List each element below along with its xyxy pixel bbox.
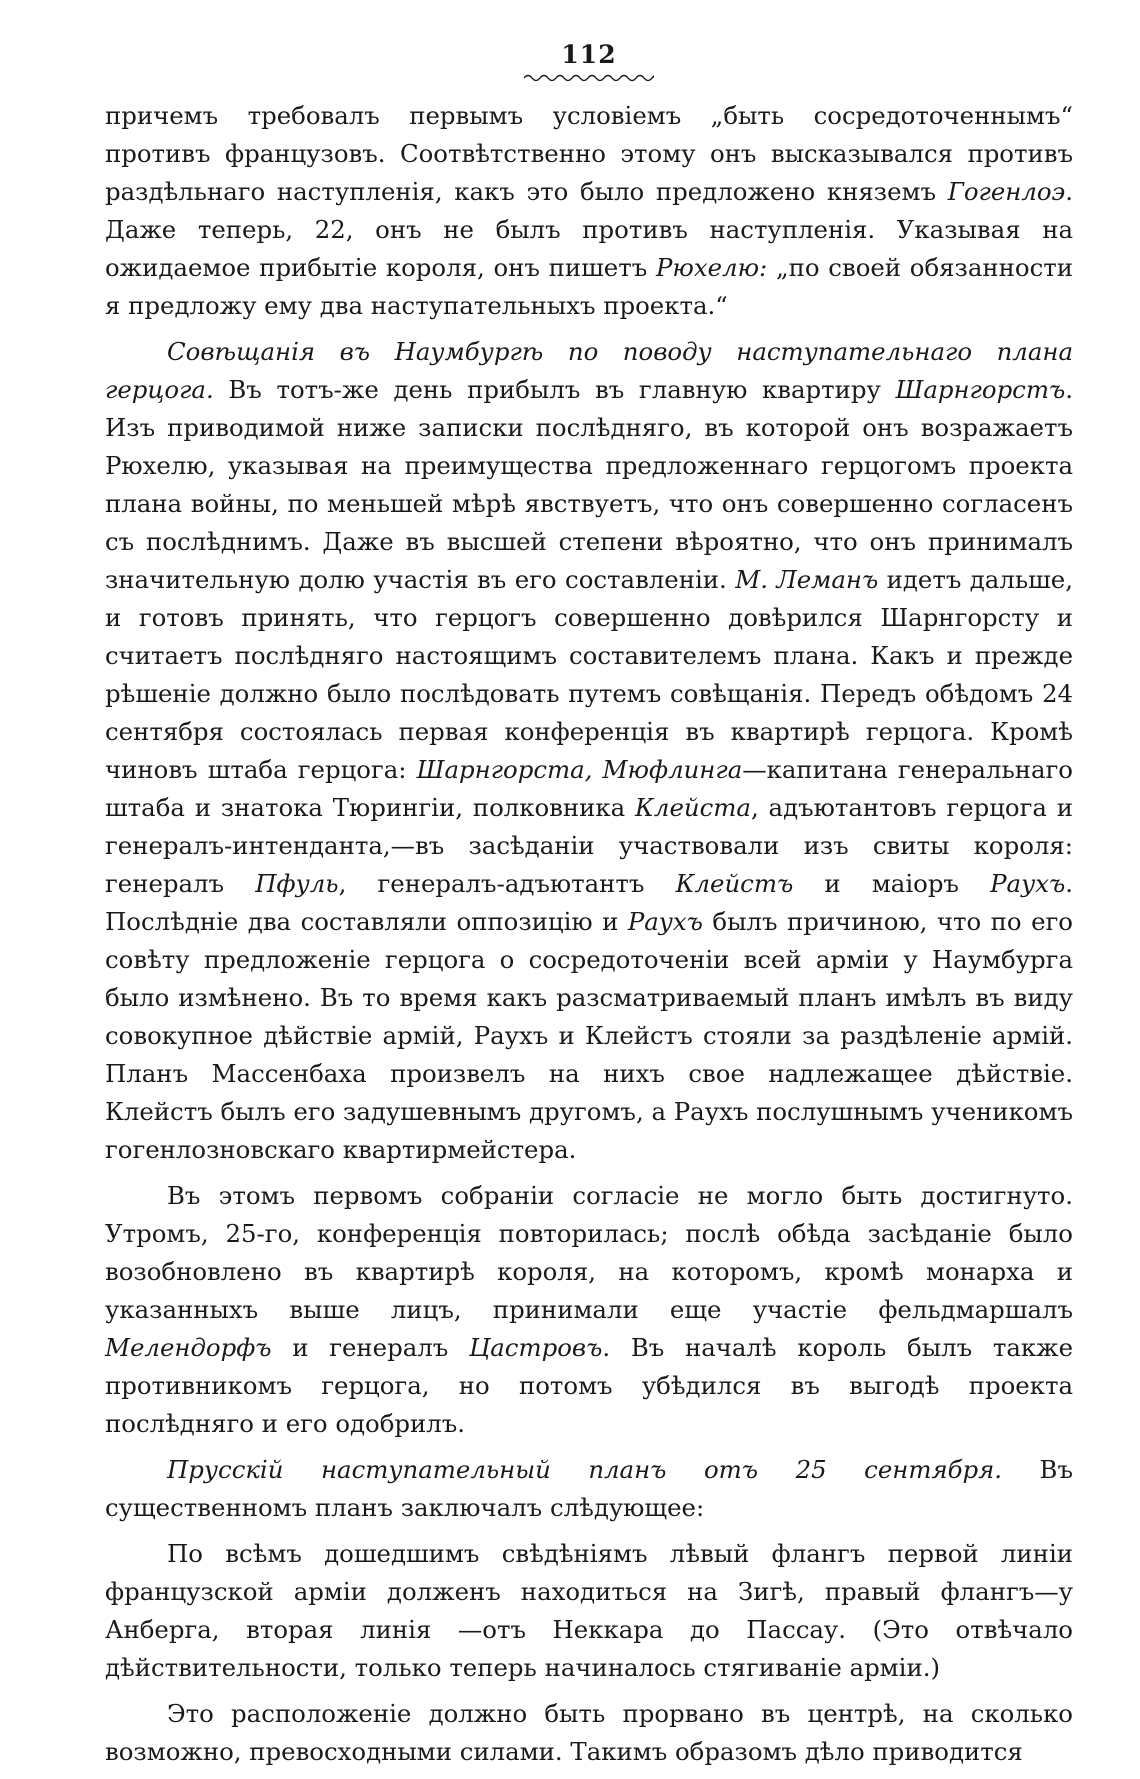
italic-text-run: Совѣщанія въ Наумбургѣ по поводу наступательнаго плана герцога.	[105, 337, 1073, 404]
paragraph	[105, 1177, 1073, 1443]
text-run: и маіоръ	[793, 869, 991, 898]
text-run: идетъ дальше, и готовъ принять, что герцогъ совершенно довѣрился Шарнгорсту и считаетъ послѣдняго настоящимъ составителемъ плана. Какъ и прежде рѣшеніе должно было послѣдовать путемъ совѣщанія. Передъ обѣдомъ 24 сентября состоялась первая конференція въ квартирѣ герцога. Кромѣ чиновъ штаба герцога:	[105, 565, 1073, 784]
italic-text-run: Раухъ	[627, 907, 703, 936]
italic-text-run: Клейстъ	[675, 869, 794, 898]
page-number: 112	[561, 40, 617, 69]
book-page	[105, 40, 1073, 1779]
italic-text-run: Клейста	[635, 793, 751, 822]
text-run: , адъютантовъ герцога и генералъ-интенданта,—въ засѣданіи участвовали изъ свиты короля: генералъ	[105, 793, 1073, 898]
text-run: —капитана генеральнаго штаба и знатока Тюрингіи, полковника	[105, 755, 1073, 822]
text-run: „по своей обязанности я предложу ему два наступательныхъ проекта.“	[105, 253, 1073, 320]
paragraph	[105, 1535, 1073, 1687]
italic-text-run: Гогенлоэ	[947, 177, 1066, 206]
text-run: Въ тотъ-же день прибылъ въ главную квартиру	[213, 375, 896, 404]
text-run: Въ существенномъ планъ заключалъ слѣдующее:	[105, 1455, 1074, 1522]
text-run: . Въ началѣ король былъ также противникомъ герцога, но потомъ убѣдился въ выгодѣ проекта послѣдняго и его одобрилъ.	[105, 1333, 1074, 1438]
italic-text-run: Шарнгорстъ	[895, 375, 1066, 404]
italic-text-run: Рюхелю:	[655, 253, 768, 282]
text-run: . Даже теперь, 22, онъ не былъ противъ наступленія. Указывая на ожидаемое прибытіе короля, онъ пишетъ	[105, 177, 1073, 282]
text-run: былъ причиною, что по его совѣту предложеніе герцога о сосредоточеніи всей арміи у Наумбурга было измѣнено. Въ то время какъ разсматриваемый планъ имѣлъ въ виду совокупное дѣйствіе армій, Раухъ и Клейстъ стояли за раздѣленіе армій. Планъ Массенбаха произвелъ на нихъ свое надлежащее дѣйствіе. Клейстъ былъ его задушевнымъ другомъ, а Раухъ послушнымъ ученикомъ гогенлозновскаго квартирмейстера.	[105, 907, 1073, 1164]
text-run: Это расположеніе должно быть прорвано въ центрѣ, на сколько возможно, превосходными силами. Такимъ образомъ дѣло приводится	[105, 1699, 1073, 1766]
text-run: . Изъ приводимой ниже записки послѣдняго, въ которой онъ возражаетъ Рюхелю, указывая на преимущества предложеннаго герцогомъ проекта плана войны, по меньшей мѣрѣ явствуетъ, что онъ совершенно согласенъ съ послѣднимъ. Даже въ высшей степени вѣроятно, что онъ принималъ значительную долю участія въ его составленіи.	[105, 375, 1073, 594]
paragraph	[105, 333, 1073, 1169]
wavy-rule-ornament	[524, 73, 654, 83]
italic-text-run: Пфуль	[255, 869, 339, 898]
italic-text-run: Шарнгорста, Мюфлинга	[416, 755, 743, 784]
text-run: По всѣмъ дошедшимъ свѣдѣніямъ лѣвый флангъ первой линіи французской арміи долженъ находиться на Зигѣ, правый флангъ—у Анберга, вторая линія —отъ Неккара до Пассау. (Это отвѣчало дѣйствительности, только теперь начиналось стягиваніе арміи.)	[105, 1539, 1073, 1682]
text-run: Въ этомъ первомъ собраніи согласіе не могло быть достигнуто. Утромъ, 25-го, конференція повторилась; послѣ обѣда засѣданіе было возобновлено въ квартирѣ короля, на которомъ, кромѣ монарха и указанныхъ выше лицъ, принимали еще участіе фельдмаршалъ	[105, 1181, 1073, 1324]
text-run: и генералъ	[271, 1333, 469, 1362]
text-run: . Послѣдніе два составляли оппозицію и	[105, 869, 1074, 936]
italic-text-run: М. Леманъ	[735, 565, 879, 594]
text-run: , генералъ-адъютантъ	[338, 869, 676, 898]
italic-text-run: Мелендорфъ	[105, 1333, 272, 1362]
italic-text-run: Цастровъ	[469, 1333, 603, 1362]
body-text	[105, 97, 1073, 1771]
paragraph	[105, 97, 1073, 325]
italic-text-run: Раухъ	[990, 869, 1066, 898]
italic-text-run: Прусскій наступательный планъ отъ 25 сентября.	[167, 1455, 1003, 1484]
text-run: причемъ требовалъ первымъ условіемъ „быть сосредоточеннымъ“ противъ французовъ. Соотвѣтственно этому онъ высказывался противъ раздѣльнаго наступленія, какъ это было предложено княземъ	[105, 101, 1073, 206]
paragraph	[105, 1451, 1073, 1527]
